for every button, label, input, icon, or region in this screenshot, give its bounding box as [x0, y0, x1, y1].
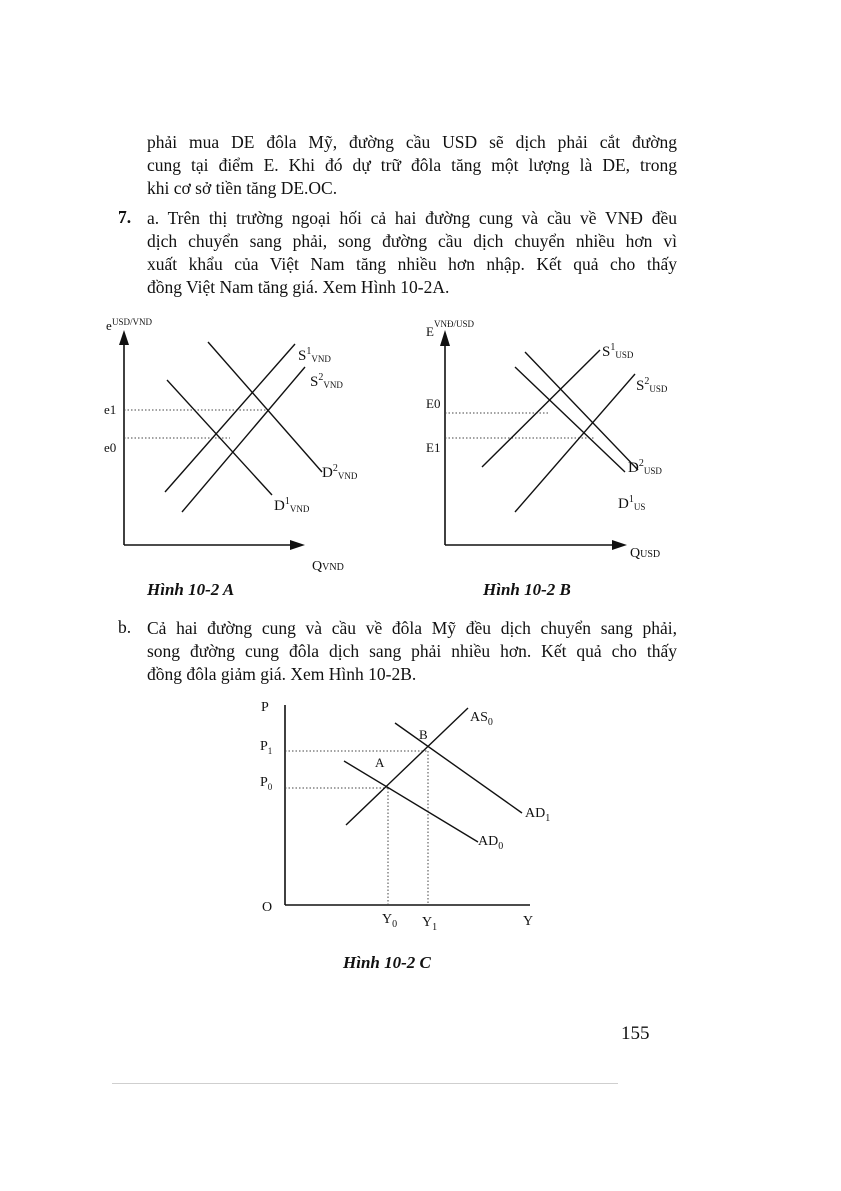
- fig-c-label-y: Y: [523, 914, 534, 929]
- fig-b-label-s1: $S^1_{USD}$: [602, 342, 634, 360]
- figure-10-2c: [250, 693, 570, 938]
- fig-b-d2-line: [525, 352, 638, 470]
- item-number-b: b.: [118, 617, 132, 637]
- fig-c-label-ad0: $AD_0$: [478, 834, 504, 852]
- fig-c-label-ad1: $AD_1$: [525, 806, 551, 824]
- fig-a-label-d1: $D^1_{VND}$: [274, 496, 310, 514]
- page-number: 155: [621, 1023, 650, 1044]
- text-line: dịch chuyển sang phải, song đường cầu dịch chuyển nhiều hơn vì: [147, 231, 677, 251]
- item-b-paragraph: [147, 617, 677, 686]
- fig-c-point-a: A: [375, 755, 385, 770]
- fig-b-y-label: VNĐ/USD: [434, 319, 475, 329]
- fig-a-y-prefix: e: [106, 318, 112, 333]
- figure-c-caption: Hình 10-2 C: [343, 953, 431, 972]
- figure-b-caption: Hình 10-2 B: [483, 580, 571, 599]
- fig-c-label-o: O: [262, 900, 273, 915]
- fig-a-label-s1: $S^1_{VND}$: [298, 346, 331, 364]
- text-line: phải mua DE đôla Mỹ, đường cầu USD sẽ dịch phải cắt đường: [147, 132, 677, 152]
- fig-b-label-s2: $S^2_{USD}$: [636, 376, 668, 394]
- fig-b-s1-line: [482, 350, 600, 467]
- intro-paragraph: [147, 131, 677, 200]
- item-number-7: 7.: [118, 207, 132, 227]
- text-line: cung tại điểm E. Khi đó dự trữ đôla tăng một lượng là DE, trong: [147, 155, 677, 175]
- fig-b-y-arrow: [440, 330, 450, 346]
- fig-c-ad0-line: [344, 761, 478, 842]
- fig-a-y-arrow: [119, 330, 129, 345]
- fig-a-x-label: QVND: [312, 559, 344, 574]
- fig-b-tick-e0: E0: [426, 396, 441, 411]
- text-line: a. Trên thị trường ngoại hối cả hai đường cung và cầu về VNĐ đều: [147, 208, 677, 228]
- fig-b-x-arrow: [612, 540, 627, 550]
- text-line: đồng Việt Nam tăng giá. Xem Hình 10-2A.: [147, 277, 450, 297]
- text-line: khi cơ sở tiền tăng DE.OC.: [147, 178, 338, 198]
- fig-a-label-d2: $D^2_{VND}$: [322, 463, 358, 481]
- fig-a-tick-e1: e1: [104, 402, 117, 417]
- fig-c-label-p1: $P_1$: [260, 739, 273, 756]
- fig-b-y-prefix: E: [426, 324, 434, 339]
- fig-b-label-d2: $D^2_{USD}$: [628, 458, 662, 476]
- footer-divider: [112, 1083, 618, 1084]
- fig-a-x-arrow: [290, 540, 305, 550]
- figure-10-2a: [100, 312, 400, 582]
- figure-10-2b: [420, 312, 690, 582]
- figure-a-caption: Hình 10-2 A: [147, 580, 235, 599]
- item-7-paragraph: [147, 207, 677, 299]
- fig-c-label-as: $AS_0$: [470, 710, 493, 728]
- fig-a-y-label: USD/VND: [112, 317, 153, 327]
- fig-c-label-y1: $Y_1$: [422, 915, 438, 933]
- fig-a-tick-e0: e0: [104, 440, 117, 455]
- text-line: Cả hai đường cung và cầu về đôla Mỹ đều dịch chuyển sang phải,: [147, 618, 677, 638]
- fig-b-d1-line: [515, 367, 625, 472]
- fig-a-label-s2: $S^2_{VND}$: [310, 372, 343, 390]
- fig-b-tick-e1: E1: [426, 440, 441, 455]
- fig-c-ad1-line: [395, 723, 522, 813]
- fig-c-label-p0: $P_0$: [260, 775, 273, 792]
- fig-c-label-y0: $Y_0$: [382, 912, 398, 930]
- fig-b-x-label: QUSD: [630, 546, 661, 561]
- fig-b-s2-line: [515, 374, 635, 512]
- fig-b-label-d1: $D^1_{US}$: [618, 494, 646, 512]
- fig-c-as-line: [346, 708, 468, 825]
- text-line: song đường cung đôla dịch sang phải nhiều hơn. Kết quả cho thấy: [147, 641, 677, 661]
- text-line: xuất khẩu của Việt Nam tăng nhiều hơn nhập. Kết quả cho thấy: [147, 254, 677, 274]
- fig-a-s2-line: [182, 367, 305, 512]
- fig-c-label-p: P: [261, 700, 269, 715]
- text-line: đồng đôla giảm giá. Xem Hình 10-2B.: [147, 664, 417, 684]
- fig-c-point-b: B: [419, 727, 428, 742]
